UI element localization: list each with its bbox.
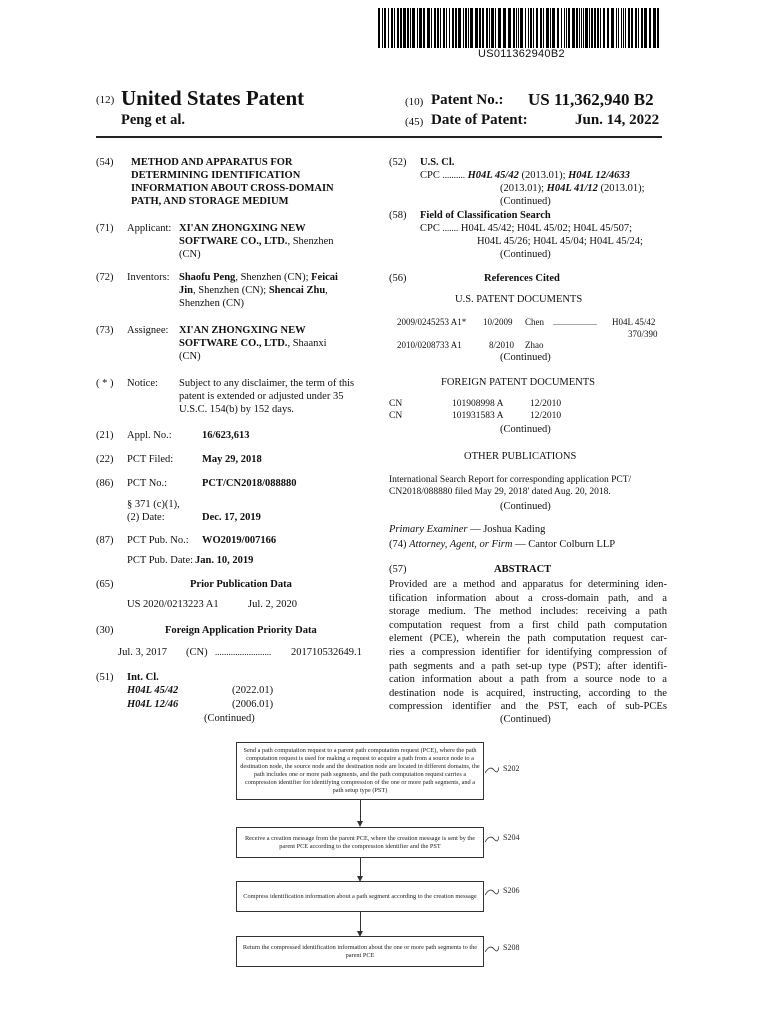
inventor-name: Shaofu Peng xyxy=(179,272,236,283)
step-leader-icon xyxy=(485,888,499,896)
flow-arrow xyxy=(360,912,361,933)
abstract-line: ries a compression identifier for identifying compression of xyxy=(389,646,667,658)
fapd-date: Jul. 3, 2017 xyxy=(118,647,168,658)
pct-no: PCT/CN2018/088880 xyxy=(202,478,297,489)
code-12: (12) xyxy=(96,94,115,106)
pct-filed-code: (22) xyxy=(96,454,114,465)
refs-title: References Cited xyxy=(484,273,560,284)
step-label: S204 xyxy=(503,833,520,842)
inventor-name: Jin xyxy=(179,285,194,296)
patent-no-label: Patent No.: xyxy=(431,92,504,108)
examiner xyxy=(389,523,545,536)
inventor-city: Shenzhen (CN) xyxy=(179,298,245,309)
ppd-date: Jul. 2, 2020 xyxy=(248,599,298,610)
applicant-line: XI'AN ZHONGXING NEW xyxy=(179,223,306,234)
cpc-dots: ....... xyxy=(442,223,459,233)
header-rule xyxy=(96,136,662,138)
fcs-label: Field of Classification Search xyxy=(420,210,551,221)
flow-arrow xyxy=(360,800,361,823)
cpc-label: CPC xyxy=(420,170,440,181)
inventor-city: , Shenzhen (CN); xyxy=(235,272,312,283)
abstract-code: (57) xyxy=(389,564,407,575)
abstract-body xyxy=(389,578,667,714)
abstract-line: computation request from a first child path computation xyxy=(389,619,667,631)
uscl-line-1 xyxy=(420,169,665,182)
ref-no: 2010/0208733 A1 xyxy=(397,340,462,350)
step-leader-icon xyxy=(485,766,499,774)
intcl-2-date: (2006.01) xyxy=(232,699,274,710)
inventor-sep: , xyxy=(325,285,328,296)
assignee-line: XI'AN ZHONGXING NEW xyxy=(179,325,306,336)
abstract-line: cation information about a path from a source node to a xyxy=(389,674,667,686)
barcode xyxy=(378,8,662,48)
assignee-country: (CN) xyxy=(179,351,201,362)
attorney-name: — Cantor Colburn LLP xyxy=(512,539,616,550)
assignee-city: , Shaanxi xyxy=(287,338,327,349)
attorney-label: Attorney, Agent, or Firm xyxy=(409,539,513,550)
step-label: S206 xyxy=(503,886,520,895)
cpc-dots: .......... xyxy=(442,170,465,180)
foreign-no: 101931583 A xyxy=(452,411,504,421)
notice-label: Notice: xyxy=(127,378,158,389)
date-of-patent-label: Date of Patent: xyxy=(431,112,528,128)
attorney xyxy=(389,538,615,551)
assignee-name: SOFTWARE CO., LTD. xyxy=(179,338,288,349)
applicant-code: (71) xyxy=(96,223,114,234)
ref-date: 10/2009 xyxy=(483,317,513,327)
ref-name: Zhao xyxy=(525,340,544,350)
invention-title xyxy=(131,156,371,208)
applicant-label: Applicant: xyxy=(127,223,172,234)
inventors-code: (72) xyxy=(96,272,114,283)
title-line: METHOD AND APPARATUS FOR xyxy=(131,157,293,168)
inventors-label: Inventors: xyxy=(127,272,170,283)
us-docs-title: U.S. PATENT DOCUMENTS xyxy=(455,294,583,305)
fcs-line-1 xyxy=(420,222,632,235)
foreign-continued: (Continued) xyxy=(500,424,551,435)
fcs-continued: (Continued) xyxy=(500,249,551,260)
fcs-code: (58) xyxy=(389,210,407,221)
inventor-name: Shencai Zhu xyxy=(268,285,326,296)
assignee-label: Assignee: xyxy=(127,325,169,336)
title-code: (54) xyxy=(96,157,114,168)
ref-1 xyxy=(397,316,466,329)
notice-line: U.S.C. 154(b) by 152 days. xyxy=(179,404,294,415)
pub-label: PCT Pub. No.: xyxy=(127,535,189,546)
notice-line: patent is extended or adjusted under 35 xyxy=(179,391,344,402)
cpc-label: CPC xyxy=(420,223,440,234)
inventors-value xyxy=(179,271,379,310)
flow-step-s206: Compress identification information about a path segment according to the creation message xyxy=(236,881,484,912)
intcl-2: H04L 12/46 xyxy=(127,699,179,710)
flow-step-s208: Return the compressed identification information about the one or more path segments to the parent PCE xyxy=(236,936,484,967)
title-line: DETERMINING IDENTIFICATION xyxy=(131,170,301,181)
refs-code: (56) xyxy=(389,273,407,284)
pct-no-label: PCT No.: xyxy=(127,478,168,489)
uscl-label: U.S. Cl. xyxy=(420,157,455,168)
abstract-line: path segments and a path set-up type (PST); after identifi- xyxy=(389,660,667,672)
flow-step-s202: Send a path computation request to a parent path computation request (PCE), where the path computation request is used for making a request to acquire a path from a source node to a destination node, the source node and the destination node are located in different domains, the path includes one or more path segments, and the path computation request carries a compression identifier for identifying compression of the one or more path segments, and a path setup type (PST) xyxy=(236,742,484,800)
notice-line: Subject to any disclaimer, the term of this xyxy=(179,378,355,389)
ppd-title: Prior Publication Data xyxy=(190,579,292,590)
other-pub-line: International Search Report for corresponding application PCT/ xyxy=(389,475,632,485)
abstract-line: tification information about a cross-domain path, and a xyxy=(389,592,667,604)
ref-name: Chen xyxy=(525,317,544,327)
abstract-line: storage medium. The method includes: receiving a path xyxy=(389,606,667,618)
abstract-line: compression identifier and the PST, each of sub-PCEs xyxy=(389,701,667,713)
other-pub-line: CN2018/088880 filed May 29, 2018' dated Aug. 20, 2018. xyxy=(389,487,611,497)
pub-date-label: PCT Pub. Date: xyxy=(127,555,194,566)
ref-dots: ...................... xyxy=(553,318,597,327)
foreign-no: 101908998 A xyxy=(452,399,504,409)
pub-date: Jan. 10, 2019 xyxy=(195,555,254,566)
notice-text xyxy=(179,377,379,416)
code-45: (45) xyxy=(405,116,424,128)
intcl-1-date: (2022.01) xyxy=(232,685,274,696)
flow-arrow xyxy=(360,858,361,878)
examiner-label: Primary Examiner xyxy=(389,524,468,535)
pct-no-code: (86) xyxy=(96,478,114,489)
pub-no: WO2019/007166 xyxy=(202,535,277,546)
foreign-date: 12/2010 xyxy=(530,399,562,409)
uscl-continued: (Continued) xyxy=(500,196,551,207)
step-leader-icon xyxy=(485,945,499,953)
pub-code: (87) xyxy=(96,535,114,546)
intcl-continued: (Continued) xyxy=(204,713,255,724)
foreign-cc: CN xyxy=(389,399,403,409)
ref-class: 370/390 xyxy=(628,329,658,339)
other-pub xyxy=(389,474,631,498)
attorney-code: (74) xyxy=(389,539,407,550)
pct-filed-date: May 29, 2018 xyxy=(202,454,262,465)
s371-label: § 371 (c)(1), xyxy=(127,499,180,510)
appl-no: 16/623,613 xyxy=(202,430,250,441)
intcl-1: H04L 45/42 xyxy=(127,685,179,696)
title-line: PATH, AND STORAGE MEDIUM xyxy=(131,196,289,207)
abstract-line: Provided are a method and apparatus for determining iden- xyxy=(389,579,667,590)
intcl-label: Int. Cl. xyxy=(127,672,159,683)
uscl-date: (2013.01); xyxy=(597,183,645,194)
date-of-patent: Jun. 14, 2022 xyxy=(575,112,660,128)
inventor-city: , Shenzhen (CN); xyxy=(193,285,269,296)
code-10: (10) xyxy=(405,96,424,108)
ref-class: H04L 45/42 xyxy=(612,317,656,327)
applicant-value xyxy=(179,222,379,261)
fapd-title: Foreign Application Priority Data xyxy=(165,625,317,636)
flow-step-s204: Receive a creation message from the parent PCE, where the creation message is sent by the parent PCE according to the compression identifier and the PST xyxy=(236,827,484,858)
uscl-date: (2013.01); xyxy=(500,183,547,194)
other-continued: (Continued) xyxy=(500,501,551,512)
examiner-name: — Joshua Kading xyxy=(467,524,546,535)
uscl-class: H04L 12/4633 xyxy=(568,170,630,181)
inventors-short: Peng et al. xyxy=(121,112,186,128)
uscl-code: (52) xyxy=(389,157,407,168)
fapd-no: 201710532649.1 xyxy=(291,647,362,658)
fcs-line-2: H04L 45/26; H04L 45/04; H04L 45/24; xyxy=(477,236,643,247)
inventor-name: Feicai xyxy=(311,272,338,283)
foreign-date: 12/2010 xyxy=(530,411,562,421)
uscl-line-2 xyxy=(500,182,645,195)
assignee-value xyxy=(179,324,379,363)
ppd-code: (65) xyxy=(96,579,114,590)
appl-label: Appl. No.: xyxy=(127,430,172,441)
fapd-cc: (CN) xyxy=(186,647,208,658)
uscl-date: (2013.01); xyxy=(518,170,569,181)
step-label: S202 xyxy=(503,764,520,773)
abstract-line: element (PCE), wherein the path computation request car- xyxy=(389,633,667,645)
s371-date: Dec. 17, 2019 xyxy=(202,512,261,523)
abstract-title: ABSTRACT xyxy=(494,564,552,575)
uscl-class: H04L 41/12 xyxy=(546,183,598,194)
other-pubs-title: OTHER PUBLICATIONS xyxy=(464,451,577,462)
applicant-name: SOFTWARE CO., LTD. xyxy=(179,236,288,247)
appl-code: (21) xyxy=(96,430,114,441)
patent-title-heading: United States Patent xyxy=(121,86,305,110)
fcs-classes: H04L 45/42; H04L 45/02; H04L 45/507; xyxy=(460,223,633,234)
title-line: INFORMATION ABOUT CROSS-DOMAIN xyxy=(131,183,334,194)
foreign-cc: CN xyxy=(389,411,403,421)
ref-date: 8/2010 xyxy=(489,340,515,350)
applicant-country: (CN) xyxy=(179,249,201,260)
fapd-code: (30) xyxy=(96,625,114,636)
barcode-number: US011362940B2 xyxy=(478,48,565,60)
uscl-class: H04L 45/42 xyxy=(467,170,519,181)
applicant-city: , Shenzhen xyxy=(287,236,334,247)
abstract-line: destination node is acquired, instructing, according to the xyxy=(389,687,667,699)
step-label: S208 xyxy=(503,943,520,952)
patent-number: US 11,362,940 B2 xyxy=(528,90,654,109)
pct-filed-label: PCT Filed: xyxy=(127,454,174,465)
notice-code: ( * ) xyxy=(96,378,114,389)
assignee-code: (73) xyxy=(96,325,114,336)
refs-continued: (Continued) xyxy=(500,352,551,363)
intcl-code: (51) xyxy=(96,672,114,683)
abstract-continued: (Continued) xyxy=(500,714,551,725)
step-leader-icon xyxy=(485,835,499,843)
fapd-dots: ......................... xyxy=(215,647,272,657)
foreign-docs-title: FOREIGN PATENT DOCUMENTS xyxy=(441,377,596,388)
s371-date-label: (2) Date: xyxy=(127,512,165,523)
ppd-no: US 2020/0213223 A1 xyxy=(127,599,219,610)
ref-no: 2009/0245253 A1* xyxy=(397,317,467,327)
